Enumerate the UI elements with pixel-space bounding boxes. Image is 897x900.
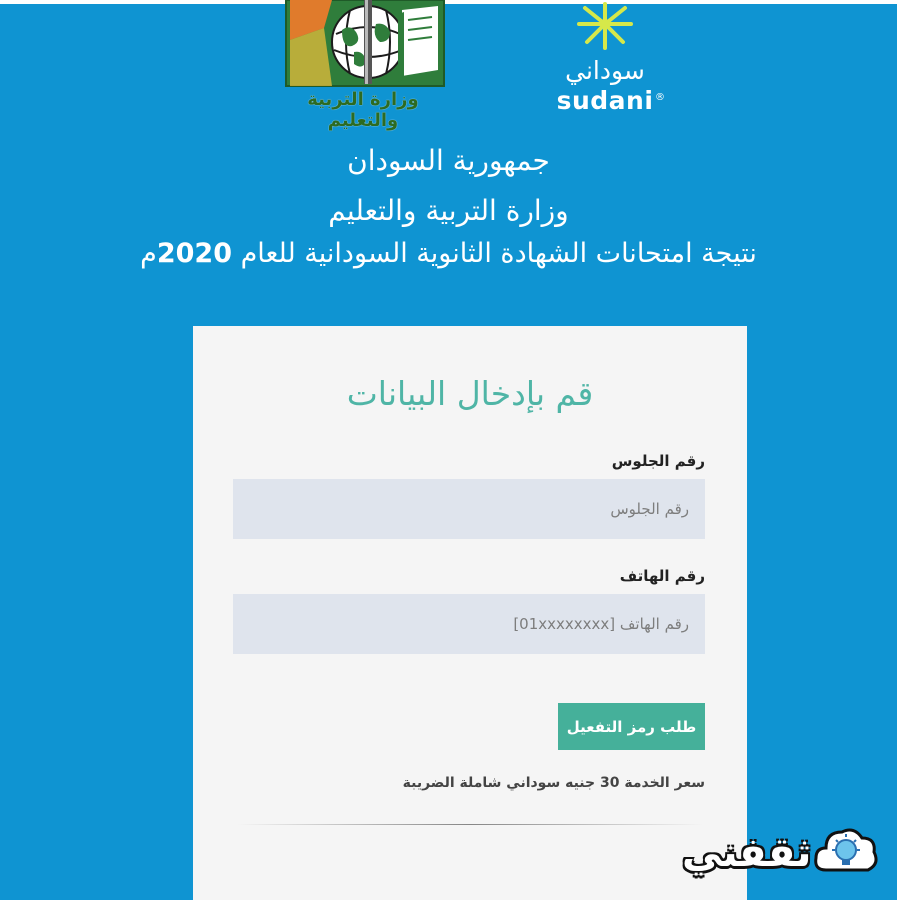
request-activation-code-button[interactable]: طلب رمز التفعيل — [558, 703, 705, 750]
form-title: قم بإدخال البيانات — [346, 374, 594, 413]
ministry-logo-caption: وزارة التربية والتعليم — [307, 89, 419, 131]
sudani-star-icon — [555, 0, 655, 56]
header-ministry: وزارة التربية والتعليم — [328, 194, 569, 227]
seat-number-label: رقم الجلوس — [611, 452, 705, 470]
ministry-logo — [272, 0, 454, 131]
lightbulb-cloud-icon — [812, 820, 880, 880]
seat-number-input[interactable] — [233, 479, 705, 539]
watermark-text: ثقفني — [682, 830, 812, 876]
sudani-logo-english: sudani — [556, 86, 654, 115]
divider — [237, 824, 703, 825]
site-watermark — [682, 820, 897, 900]
header-results-title — [0, 238, 897, 269]
header-results-text: نتيجة امتحانات الشهادة الثانوية السودانية للعام — [231, 238, 757, 269]
phone-number-input[interactable] — [233, 594, 705, 654]
registered-mark: ® — [655, 92, 665, 103]
header-results-year: 2020 — [156, 238, 232, 269]
sudani-logo — [555, 0, 667, 120]
data-entry-card — [193, 326, 747, 900]
sudani-logo-arabic: سوداني — [565, 56, 645, 85]
header-results-suffix: م — [140, 238, 157, 269]
phone-number-label: رقم الهاتف — [619, 567, 705, 585]
header-country: جمهورية السودان — [347, 144, 550, 177]
service-price-note: سعر الخدمة 30 جنيه سوداني شاملة الضريبة — [402, 775, 705, 791]
